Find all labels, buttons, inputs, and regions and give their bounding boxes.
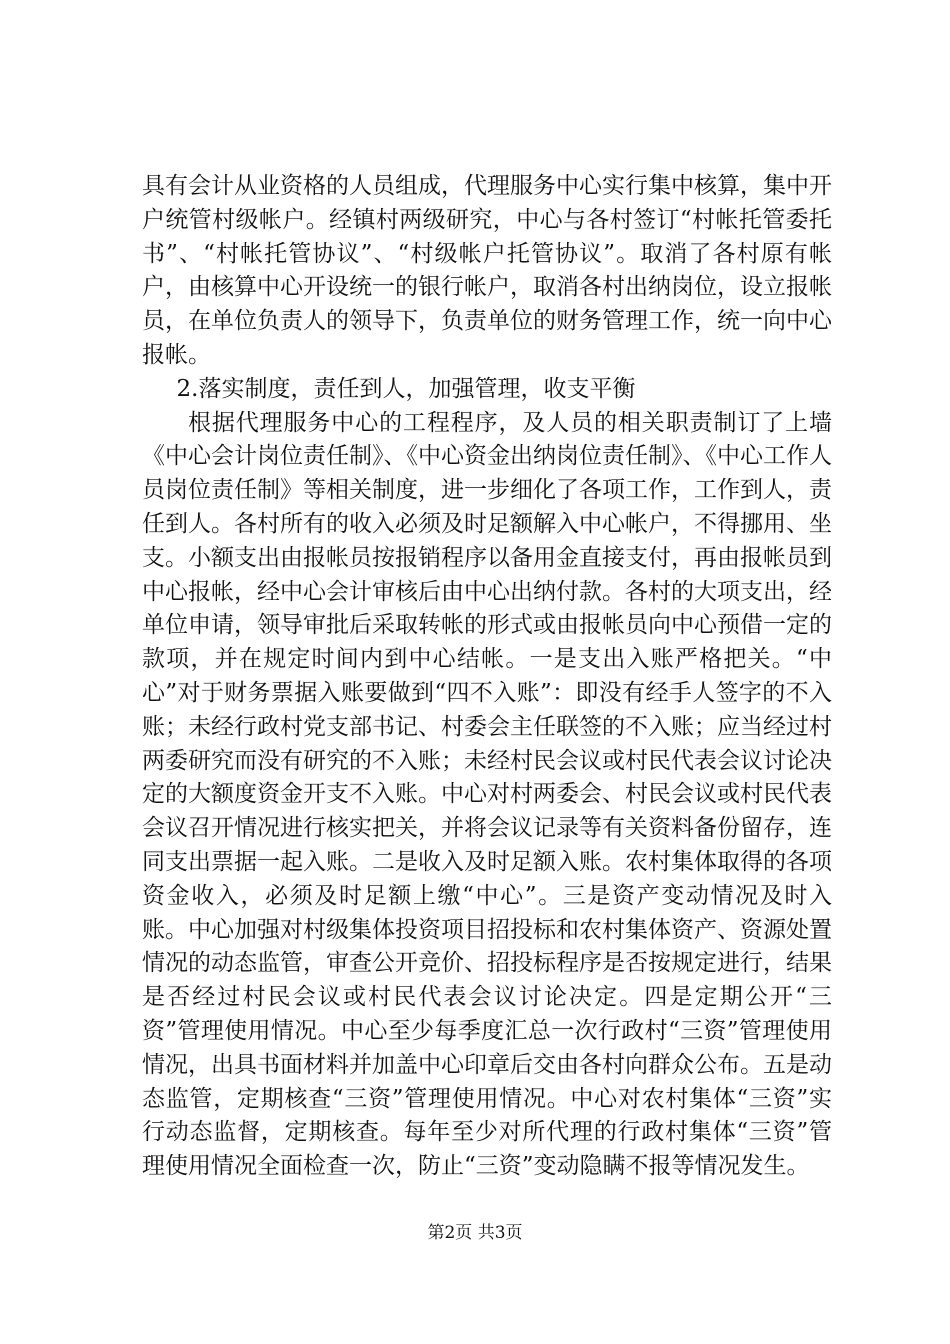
paragraph-continued: 具有会计从业资格的人员组成，代理服务中心实行集中核算，集中开户统管村级帐户。经镇村两级研究，中心与各村签订“村帐托管委托书”、“村帐托管协议”、“村级帐户托管协议”。取消了各村原有帐户，由核算中心开设统一的银行帐户，取消各村出纳岗位，设立报帐员，在单位负责人的领导下，负责单位的财务管理工作，统一向中心报帐。 bbox=[142, 173, 832, 368]
paragraph-body: 根据代理服务中心的工程程序，及人员的相关职责制订了上墙《中心会计岗位责任制》、《中心资金出纳岗位责任制》、《中心工作人员岗位责任制》等相关制度，进一步细化了各项工作，工作到人，责任到人。各村所有的收入必须及时足额解入中心帐户，不得挪用、坐支。小额支出由报帐员按报销程序以备用金直接支付，再由报帐员到中心报帐，经中心会计审核后由中心出纳付款。各村的大项支出，经单位申请，领导审批后采取转帐的形式或由报帐员向中心预借一定的款项，并在规定时间内到中心结帐。一是支出入账严格把关。“中心”对于财务票据入账要做到“四不入账”：即没有经手人签字的不入账；未经行政村党支部书记、村委会主任联签的不入账；应当经过村两委研究而没有研究的不入账；未经村民会议或村民代表会议讨论决定的大额度资金开支不入账。中心对村两委会、村民会议或村民代表会议召开情况进行核实把关，并将会议记录等有关资料备份留存，连同支出票据一起入账。二是收入及时足额入账。农村集体取得的各项资金收入，必须及时足额上缴“中心”。三是资产变动情况及时入账。中心加强对村级集体投资项目招投标和农村集体资产、资源处置情况的动态监管，审查公开竞价、招投标程序是否按规定进行，结果是否经过村民会议或村民代表会议讨论决定。四是定期公开“三资”管理使用情况。中心至少每季度汇总一次行政村“三资”管理使用情况，出具书面材料并加盖中心印章后交由各村向群众公布。五是动态监管，定期核查“三资”管理使用情况。中心对农村集体“三资”实行动态监督，定期核查。每年至少对所代理的行政村集体“三资”管理使用情况全面检查一次，防止“三资”变动隐瞒不报等情况发生。 bbox=[142, 409, 832, 1180]
page-footer: 第2页 共3页 bbox=[427, 1223, 523, 1243]
document-body bbox=[142, 170, 832, 1184]
section-heading: 2.落实制度，责任到人，加强管理，收支平衡 bbox=[176, 375, 636, 402]
